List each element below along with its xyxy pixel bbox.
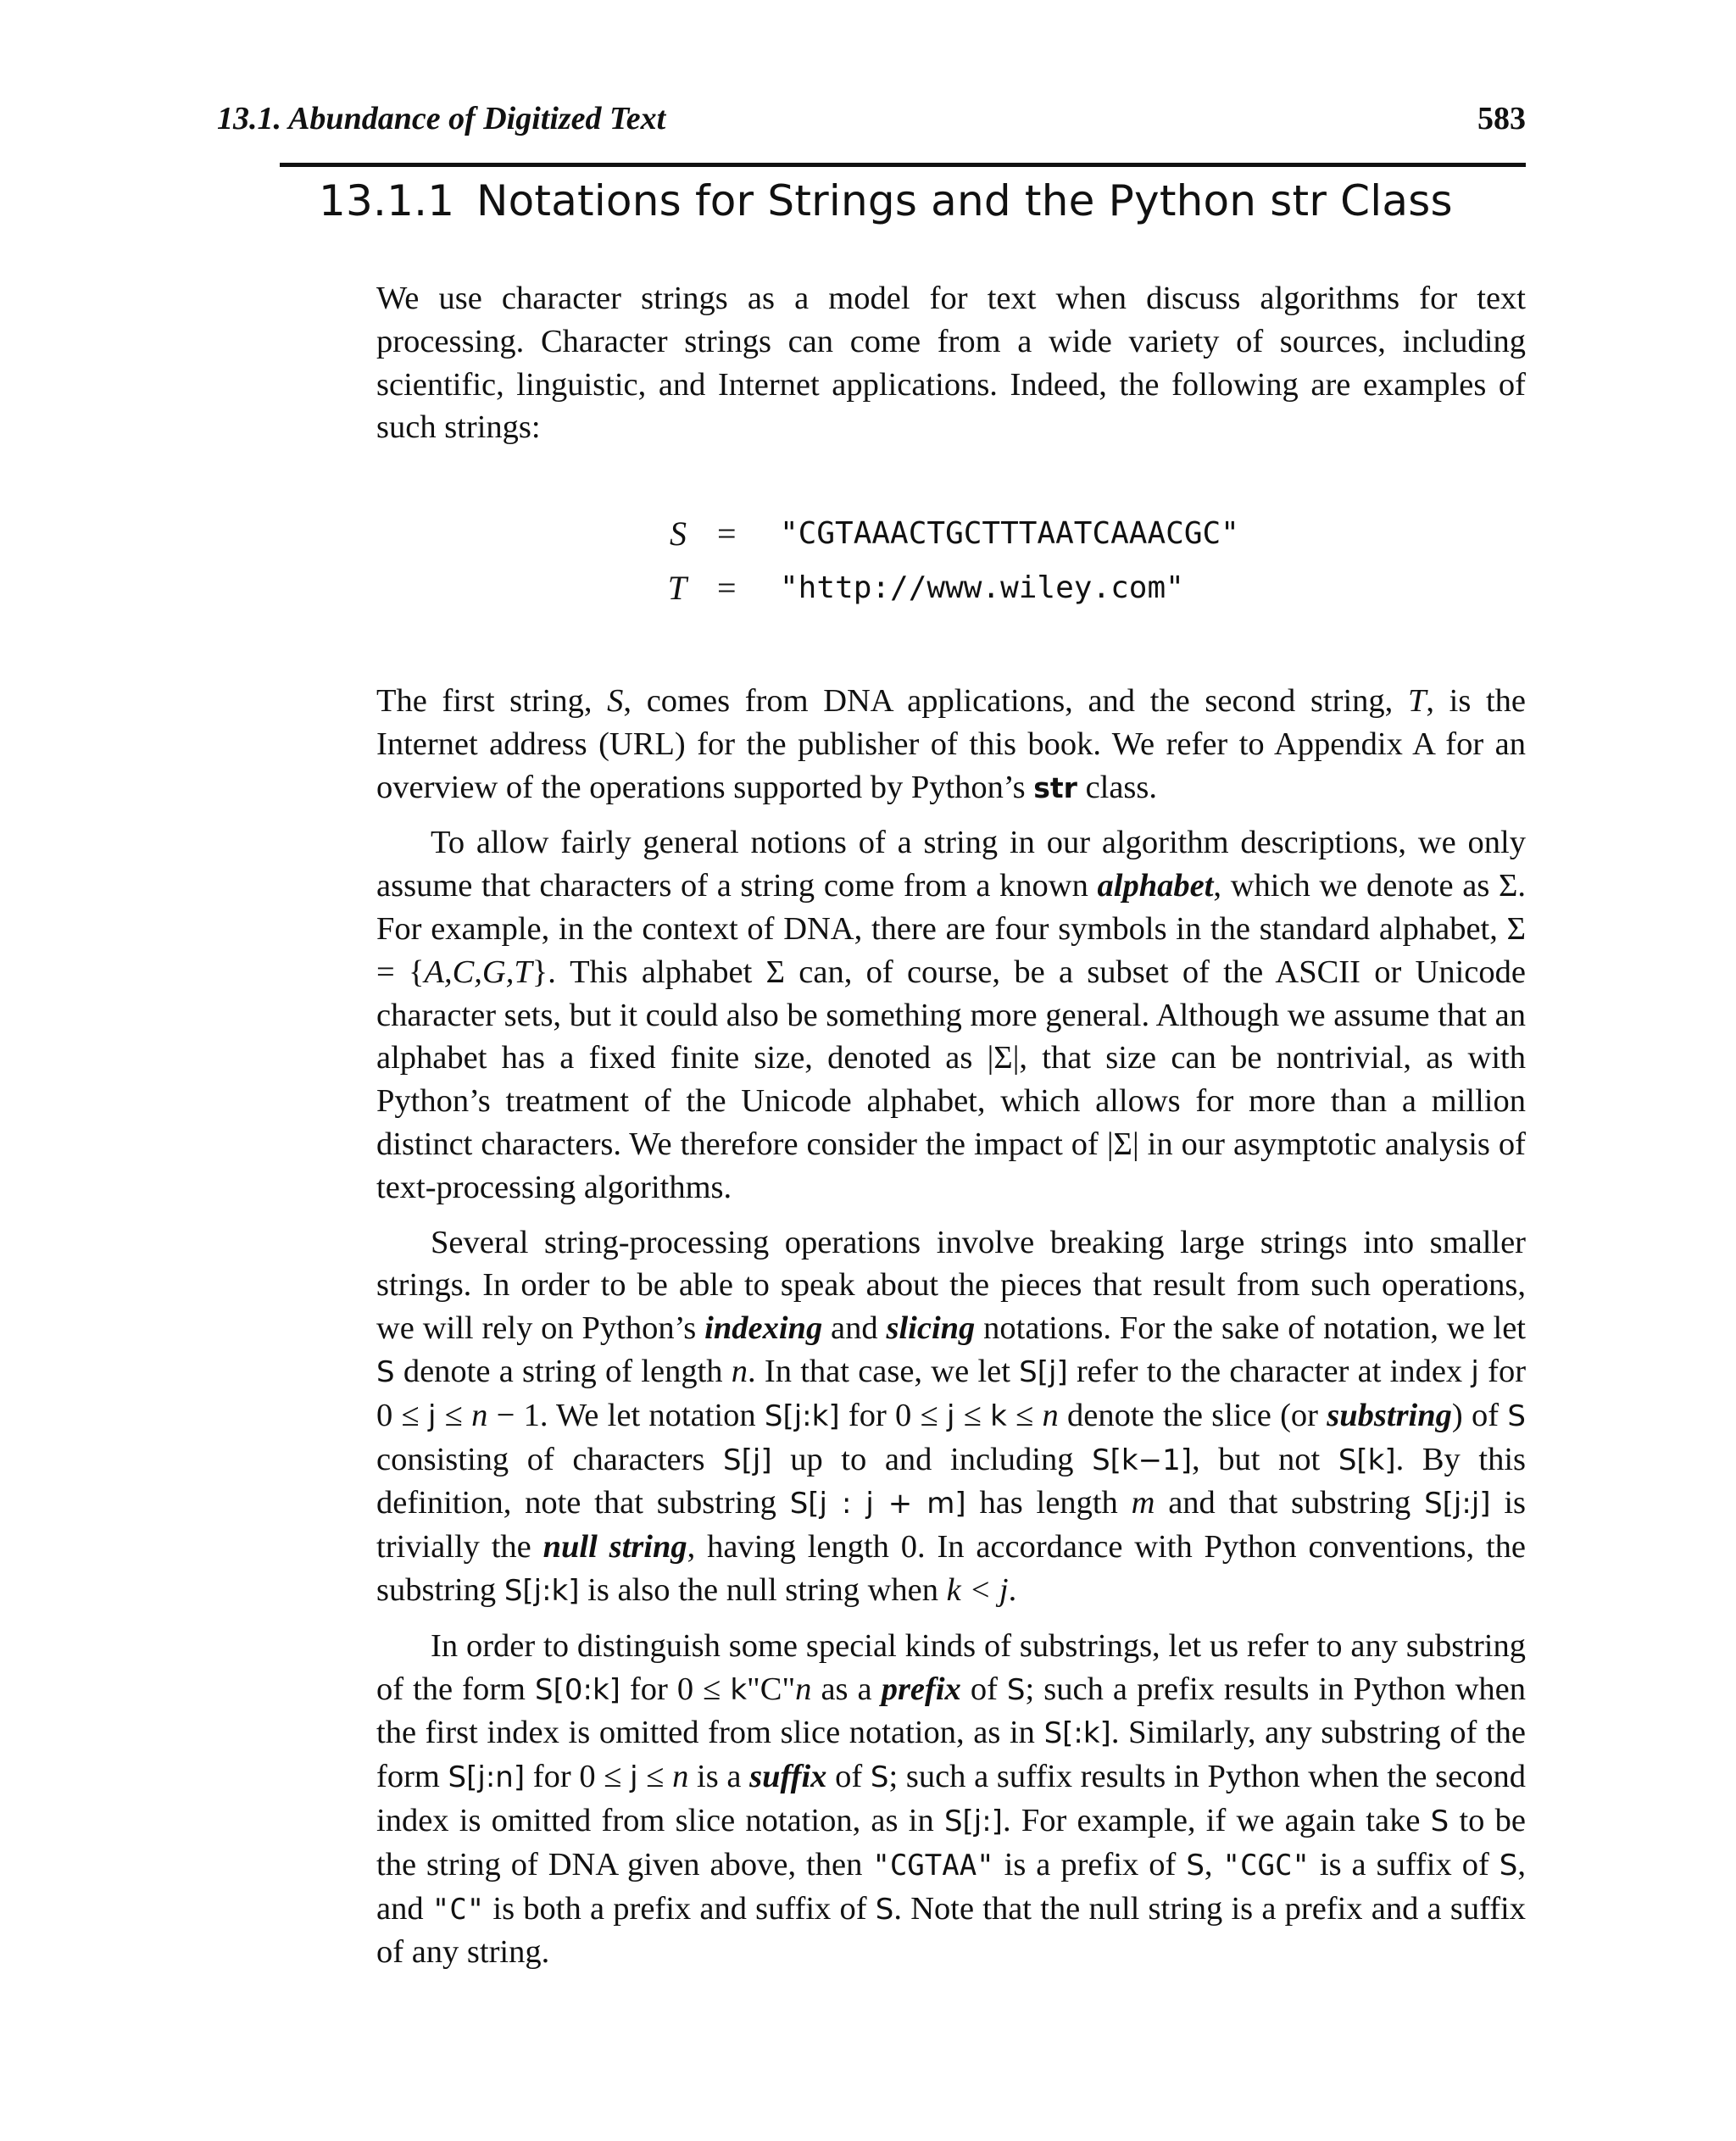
page-number: 583 bbox=[1477, 101, 1526, 136]
term-suffix: suffix bbox=[749, 1759, 827, 1795]
section-title-text: Notations for Strings and the Python str Class bbox=[476, 176, 1453, 225]
paragraph-prefix-suffix: In order to distinguish some special kinds of substrings, let us refer to any substring of the form S[0:k] for 0 ≤ k"C"n as a prefix of S; such a prefix results in Python when the first index is omitted from slice notation, as in S[:k]. Similarly, any substring of the form S[j:n] for 0 ≤ j ≤ n is a suffix of S; such a suffix results in Python when the second index is omitted from slice notation, as in S[j:]. For example, if we again take S to be the string of DNA given above, then "CGTAA" is a prefix of S, "CGC" is a suffix of S, and "C" is both a prefix and suffix of S. Note that the null string is a prefix and a suffix of any string. bbox=[376, 1627, 1526, 1971]
section-number: 13.1.1 bbox=[319, 176, 455, 225]
display-rhs: "CGTAAACTGCTTTAATCAAACGC" bbox=[780, 516, 1239, 551]
str-keyword: str bbox=[1033, 770, 1077, 804]
term-prefix: prefix bbox=[881, 1671, 961, 1707]
running-head bbox=[217, 95, 1526, 146]
display-rhs: "http://www.wiley.com" bbox=[780, 570, 1184, 605]
display-equals: = bbox=[717, 569, 737, 607]
display-lhs: S bbox=[670, 514, 687, 553]
section-heading bbox=[319, 176, 1453, 225]
intro-paragraph: We use character strings as a model for text when discuss algorithms for text processing. Character strings can come from a wide variety of sources, including scientific, linguistic, and Internet applications. Indeed, the following are examples of such strings: bbox=[376, 281, 1526, 446]
intro-block bbox=[376, 277, 1526, 461]
paragraph-alphabet: To allow fairly general notions of a string in our algorithm descriptions, we only assume that characters of a string come from a known alphabet, which we denote as Σ. For example, in the context of DNA, there are four symbols in the standard alphabet, Σ = {A,C,G,T}. This alphabet Σ can, of course, be a subset of the ASCII or Unicode character sets, but it could also be something more general. Although we assume that an alphabet has a fixed finite size, denoted as |Σ|, that size can be nontrivial, as with Python’s treatment of the Unicode alphabet, which allows for more than a million distinct characters. We therefore consider the impact of |Σ| in our asymptotic analysis of text-processing algorithms. bbox=[376, 825, 1526, 1205]
paragraph-strings-origin: The first string, S, comes from DNA applications, and the second string, T, is the Internet address (URL) for the publisher of this book. We refer to Appendix A for an overview of the operations supported by Python’s str class. bbox=[376, 683, 1527, 805]
paragraph-indexing-slicing: Several string-processing operations involve breaking large strings into smaller strings. In order to be able to speak about the pieces that result from such operations, we will rely on Python’s indexing and slicing notations. For the sake of notation, we let S denote a string of length n. In that case, we let S[j] refer to the character at index j for 0 ≤ j ≤ n − 1. We let notation S[j:k] for 0 ≤ j ≤ k ≤ n denote the slice (or substring) of S consisting of characters S[j] up to and including S[k−1], but not S[k]. By this definition, note that substring S[j : j + m] has length m and that substring S[j:j] is trivially the null string, having length 0. In accordance with Python conventions, the substring S[j:k] is also the null string when k < j. bbox=[376, 1224, 1527, 1608]
header-rule bbox=[280, 163, 1526, 167]
chapter-section-header: 13.1. Abundance of Digitized Text bbox=[217, 101, 666, 136]
term-indexing: indexing bbox=[704, 1310, 823, 1347]
display-lhs: T bbox=[667, 569, 687, 607]
term-substring: substring bbox=[1327, 1397, 1452, 1433]
term-alphabet: alphabet bbox=[1097, 868, 1214, 904]
main-text bbox=[376, 680, 1526, 1986]
display-equals: = bbox=[717, 514, 737, 553]
term-slicing: slicing bbox=[886, 1310, 976, 1347]
term-null-string: null string bbox=[542, 1529, 687, 1565]
